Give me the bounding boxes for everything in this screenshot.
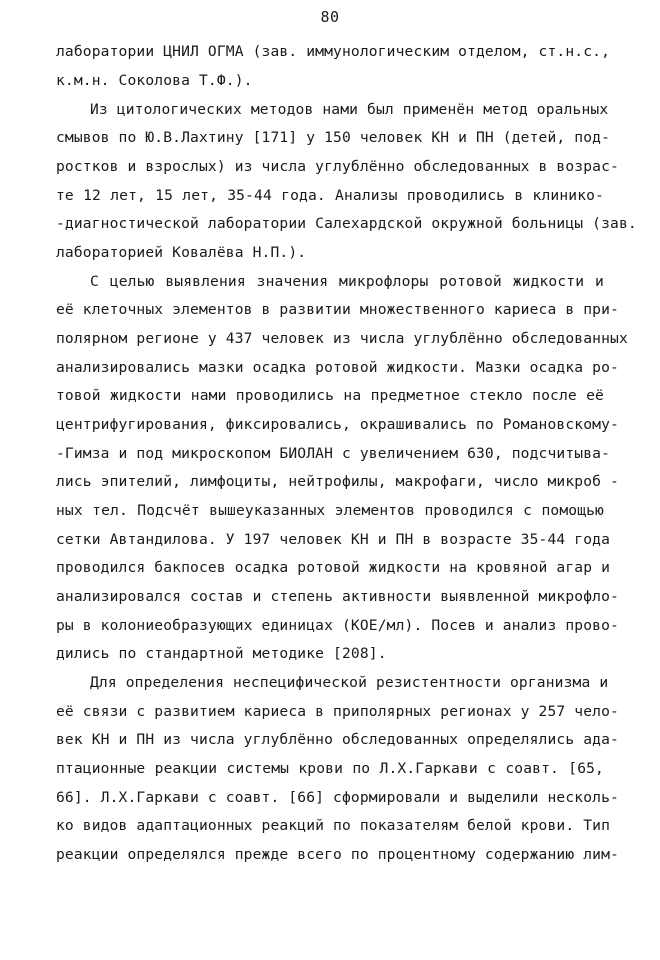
text-line: анализировались мазки осадка ротовой жидкости. Мазки осадка ро-	[56, 359, 619, 376]
text-line: Из цитологических методов нами был применён метод оральных	[90, 101, 609, 118]
text-line: смывов по Ю.В.Лахтину [171] у 150 человек КН и ПН (детей, под-	[56, 129, 611, 146]
text-line: птационные реакции системы крови по Л.Х.Гаркави с соавт. [65,	[56, 760, 604, 777]
text-line: ных тел. Подсчёт вышеуказанных элементов проводился с помощью	[56, 502, 604, 519]
text-line: сетки Автандилова. У 197 человек КН и ПН в возрасте 35-44 года	[56, 531, 611, 548]
text-line: реакции определялся прежде всего по процентному содержанию лим-	[56, 846, 619, 863]
text-line: Для определения неспецифической резистентности организма и	[90, 674, 609, 691]
text-line: те 12 лет, 15 лет, 35-44 года. Анализы проводились в клинико-	[56, 187, 604, 204]
text-line: товой жидкости нами проводились на предметное стекло после её	[56, 387, 604, 404]
text-line: 66]. Л.Х.Гаркави с соавт. [66] сформировали и выделили несколь-	[56, 789, 619, 806]
text-line: центрифугирования, фиксировались, окрашивались по Романовскому-	[56, 416, 619, 433]
text-line: проводился бакпосев осадка ротовой жидкости на кровяной агар и	[56, 559, 611, 576]
text-line: лабораторией Ковалёва Н.П.).	[56, 244, 307, 261]
text-line: к.м.н. Соколова Т.Ф.).	[56, 72, 253, 89]
text-line: дились по стандартной методике [208].	[56, 645, 387, 662]
text-line: лись эпителий, лимфоциты, нейтрофилы, макрофаги, число микроб -	[56, 473, 619, 490]
text-line: -диагностической лаборатории Салехардской окружной больницы (зав.	[56, 215, 637, 232]
text-line: С целью выявления значения микрофлоры ротовой жидкости и	[90, 273, 604, 290]
text-line: её клеточных элементов в развитии множественного кариеса в при-	[56, 301, 619, 318]
text-line: анализировался состав и степень активности выявленной микрофло-	[56, 588, 619, 605]
text-line: её связи с развитием кариеса в приполярных регионах у 257 чело-	[56, 703, 619, 720]
text-line: век КН и ПН из числа углублённо обследованных определялись ада-	[56, 731, 619, 748]
text-line: полярном регионе у 437 человек из числа углублённо обследованных	[56, 330, 628, 347]
text-line: лаборатории ЦНИЛ ОГМА (зав. иммунологическим отделом, ст.н.с.,	[56, 43, 611, 60]
text-line: ры в колониеобразующих единицах (КОЕ/мл). Посев и анализ прово-	[56, 617, 619, 634]
text-line: -Гимза и под микроскопом БИОЛАН с увеличением 630, подсчитыва-	[56, 445, 611, 462]
text-line: ростков и взрослых) из числа углублённо обследованных в возрас-	[56, 158, 619, 175]
text-line: ко видов адаптационных реакций по показателям белой крови. Тип	[56, 817, 611, 834]
page-number: 80	[320, 8, 340, 26]
